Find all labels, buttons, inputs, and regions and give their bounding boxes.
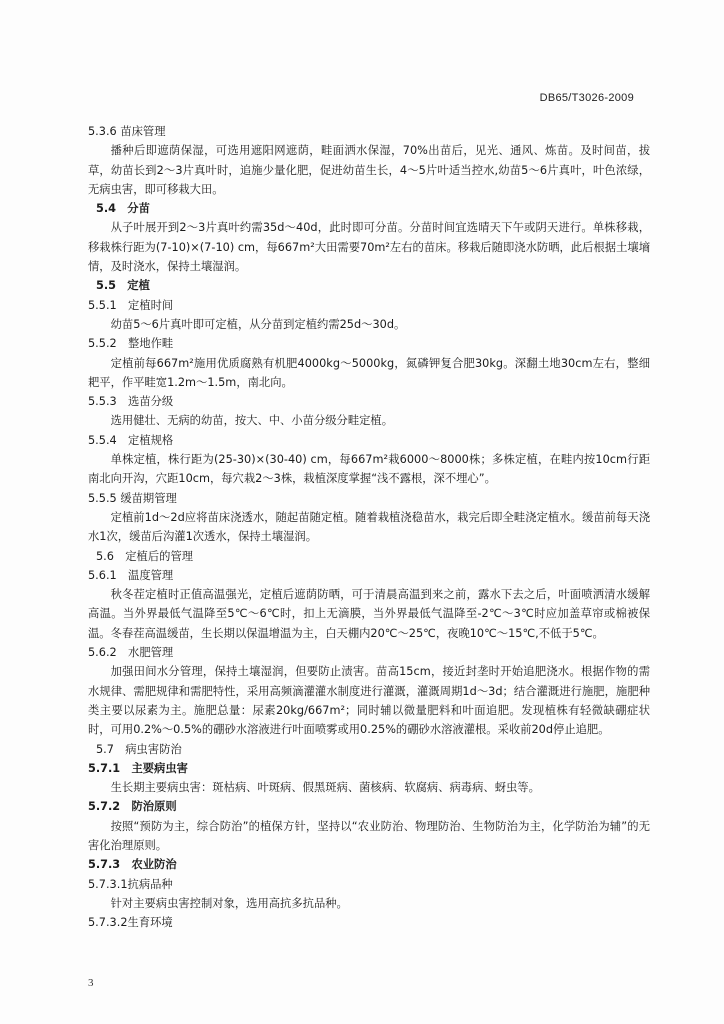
section-heading: 5.7.3 农业防治	[88, 858, 177, 872]
body-paragraph: 单株定植，株行距为(25-30)×(30-40) cm，每667m²栽6000～8000株；多株定植，在畦内按10cm行距南北向开沟，穴距10cm，每穴栽2～3株，栽植深度掌握“浅不露根，深不埋心”。	[88, 453, 650, 486]
page-number: 3	[88, 977, 94, 989]
body-paragraph: 秋冬茬定植时正值高温强光，定植后遮荫防晒，可于清晨高温到来之前，露水下去之后，叶面喷洒清水缓解高温。当外界最低气温降至5℃～6℃时，扣上无滴膜，当外界最低气温降至-2℃～3℃时应加盖草帘或棉被保温。冬春茬高温缓苗，生长期以保温增温为主，白天棚内20℃～25℃，夜晚10℃～15℃,不低于5℃。	[88, 588, 650, 640]
body-paragraph: 从子叶展开到2～3片真叶约需35d～40d，此时即可分苗。分苗时间宜选晴天下午或阴天进行。单株移栽，移栽株行距为(7-10)×(7-10) cm，每667m²大田需要70m²左右的苗床。移栽后随即浇水防晒，此后根据土壤墒情，及时浇水，保持土壤湿润。	[88, 221, 650, 274]
body-paragraph: 针对主要病虫害控制对象，选用高抗多抗品种。	[110, 896, 348, 910]
section-heading: 5.6.1 温度管理	[88, 568, 174, 582]
document-body	[88, 122, 650, 932]
section-heading: 5.6.2 水肥管理	[88, 646, 174, 660]
section-heading: 5.4 分苗	[96, 202, 150, 216]
body-paragraph: 加强田间水分管理，保持土壤湿润，但要防止渍害。苗高15cm，接近封垄时开始追肥浇水。根据作物的需水规律、需肥规律和需肥特性，采用高频滴灌灌水制度进行灌溉，灌溉周期1d～3d；结合灌溉进行施肥，施肥种类主要以尿素为主。施肥总量：尿素20kg/667m²；同时辅以微量肥料和叶面追肥。发现植株有轻微缺硼症状时，可用0.2%～0.5%的硼砂水溶液进行叶面喷雾或用0.25%的硼砂水溶液灌根。采收前20d停止追肥。	[88, 665, 650, 737]
section-heading: 5.5.1 定植时间	[88, 298, 174, 312]
section-heading: 5.3.6 苗床管理	[88, 125, 166, 138]
section-heading: 5.7.1 主要病虫害	[88, 761, 188, 775]
section-heading: 5.5.2 整地作畦	[88, 337, 174, 351]
body-paragraph: 按照“预防为主，综合防治”的植保方针，坚持以“农业防治、物理防治、生物防治为主，化学防治为辅”的无害化治理原则。	[88, 819, 650, 852]
body-paragraph: 幼苗5～6片真叶即可定植，从分苗到定植约需25d～30d。	[110, 317, 406, 331]
body-paragraph: 播种后即遮荫保湿，可选用遮阳网遮荫，畦面洒水保湿，70%出苗后，见光、通风、炼苗。及时间苗，拔草，幼苗长到2～3片真叶时，追施少量化肥，促进幼苗生长，4～5片叶适当控水,幼苗5～6片真叶，叶色浓绿，无病虫害，即可移栽大田。	[88, 144, 650, 196]
section-heading: 5.7.2 防治原则	[88, 800, 177, 814]
body-paragraph: 定植前1d～2d应将苗床浇透水，随起苗随定植。随着栽植浇稳苗水，栽完后即全畦浇定植水。缓苗前每天浇水1次，缓苗后沟灌1次透水，保持土壤湿润。	[88, 510, 650, 544]
section-heading: 5.5 定植	[96, 279, 150, 293]
section-heading: 5.5.4 定植规格	[88, 433, 174, 447]
section-heading: 5.7.3.1抗病品种	[88, 877, 173, 891]
section-heading: 5.6 定植后的管理	[96, 549, 194, 563]
section-heading: 5.5.5 缓苗期管理	[88, 491, 177, 505]
body-paragraph: 定植前每667m²施用优质腐熟有机肥4000kg～5000kg，氮磷钾复合肥30kg。深翻土地30cm左右，整细耙平，作平畦宽1.2m～1.5m，南北向。	[88, 356, 650, 389]
body-paragraph: 选用健壮、无病的幼苗，按大、中、小苗分级分畦定植。	[110, 414, 394, 428]
standard-number: DB65/T3026-2009	[539, 92, 634, 104]
section-heading: 5.7.3.2生育环境	[88, 916, 173, 930]
section-heading: 5.7 病虫害防治	[96, 742, 182, 756]
section-heading: 5.5.3 选苗分级	[88, 395, 174, 409]
body-paragraph: 生长期主要病虫害：斑枯病、叶斑病、假黑斑病、菌核病、软腐病、病毒病、蚜虫等。	[110, 781, 540, 795]
